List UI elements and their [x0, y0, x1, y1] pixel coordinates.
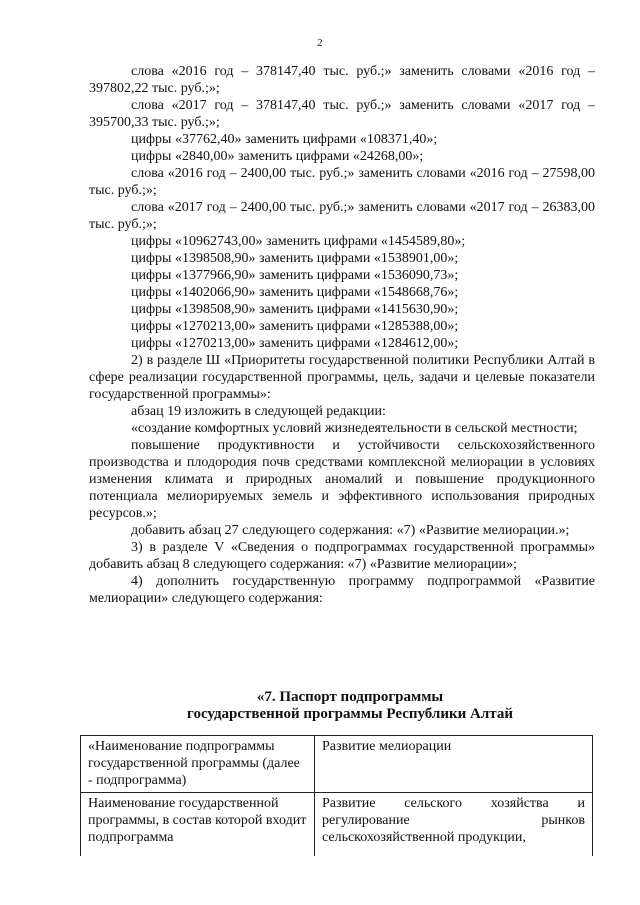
table-cell-label: «Наименование подпрограммы государственной программы (далее - подпрограмма) [81, 736, 315, 793]
paragraph: слова «2017 год – 378147,40 тыс. руб.;» заменить словами «2017 год – 395700,33 тыс. руб.;»; [89, 98, 595, 130]
passport-table [80, 735, 593, 856]
table-row [81, 736, 593, 793]
paragraph: цифры «1402066,90» заменить цифрами «1548668,76»; [131, 285, 459, 300]
paragraph: цифры «1270213,00» заменить цифрами «1285388,00»; [131, 319, 459, 334]
paragraph: добавить абзац 27 следующего содержания: «7) «Развитие мелиорации.»; [131, 523, 570, 538]
amendment-text [89, 63, 595, 607]
paragraph: 3) в разделе V «Сведения о подпрограммах государственной программы» добавить абзац 8 следующего содержания: «7) «Развитие мелиорации»; [89, 540, 595, 572]
paragraph: 2) в разделе Ш «Приоритеты государственной политики Республики Алтай в сфере реализации государственной программы, цель, задачи и целевые показатели государственной программы»: [89, 353, 595, 402]
paragraph: цифры «37762,40» заменить цифрами «108371,40»; [131, 132, 438, 147]
paragraph: слова «2017 год – 2400,00 тыс. руб.;» заменить словами «2017 год – 26383,00 тыс. руб.;»; [89, 200, 595, 232]
paragraph: слова «2016 год – 378147,40 тыс. руб.;» заменить словами «2016 год – 397802,22 тыс. руб.;»; [89, 64, 595, 96]
paragraph: абзац 19 изложить в следующей редакции: [131, 404, 386, 419]
paragraph: слова «2016 год – 2400,00 тыс. руб.;» заменить словами «2016 год – 27598,00 тыс. руб.;»; [89, 166, 595, 198]
paragraph: 4) дополнить государственную программу подпрограммой «Развитие мелиорации» следующего содержания: [89, 574, 595, 606]
paragraph: повышение продуктивности и устойчивости сельскохозяйственного производства и плодородия почв средствами комплексной мелиорации в условиях изменения климата и природных аномалий и повышение продукционного потенциала мелиорируемых земель и эффективного использования природных ресурсов.»; [89, 438, 595, 521]
paragraph: цифры «1270213,00» заменить цифрами «1284612,00»; [131, 336, 459, 351]
paragraph: цифры «1377966,90» заменить цифрами «1536090,73»; [131, 268, 459, 283]
section-heading-line1: «7. Паспорт подпрограммы [256, 689, 444, 705]
paragraph: цифры «2840,00» заменить цифрами «24268,00»; [131, 149, 424, 164]
paragraph: цифры «10962743,00» заменить цифрами «1454589,80»; [131, 234, 466, 249]
paragraph: «создание комфортных условий жизнедеятельности в сельской местности; [131, 421, 578, 436]
paragraph: цифры «1398508,90» заменить цифрами «1415630,90»; [131, 302, 459, 317]
table-row [81, 793, 593, 857]
table-cell-value: Развитие мелиорации [315, 736, 593, 793]
table-cell-value: Развитие сельского хозяйства и регулирование рынков сельскохозяйственной продукции, [315, 793, 593, 857]
page-number: 2 [317, 37, 323, 49]
table-cell-label: Наименование государственной программы, в состав которой входит подпрограмма [81, 793, 315, 857]
paragraph: цифры «1398508,90» заменить цифрами «1538901,00»; [131, 251, 459, 266]
section-heading-line2: государственной программы Республики Алтай [187, 706, 513, 722]
